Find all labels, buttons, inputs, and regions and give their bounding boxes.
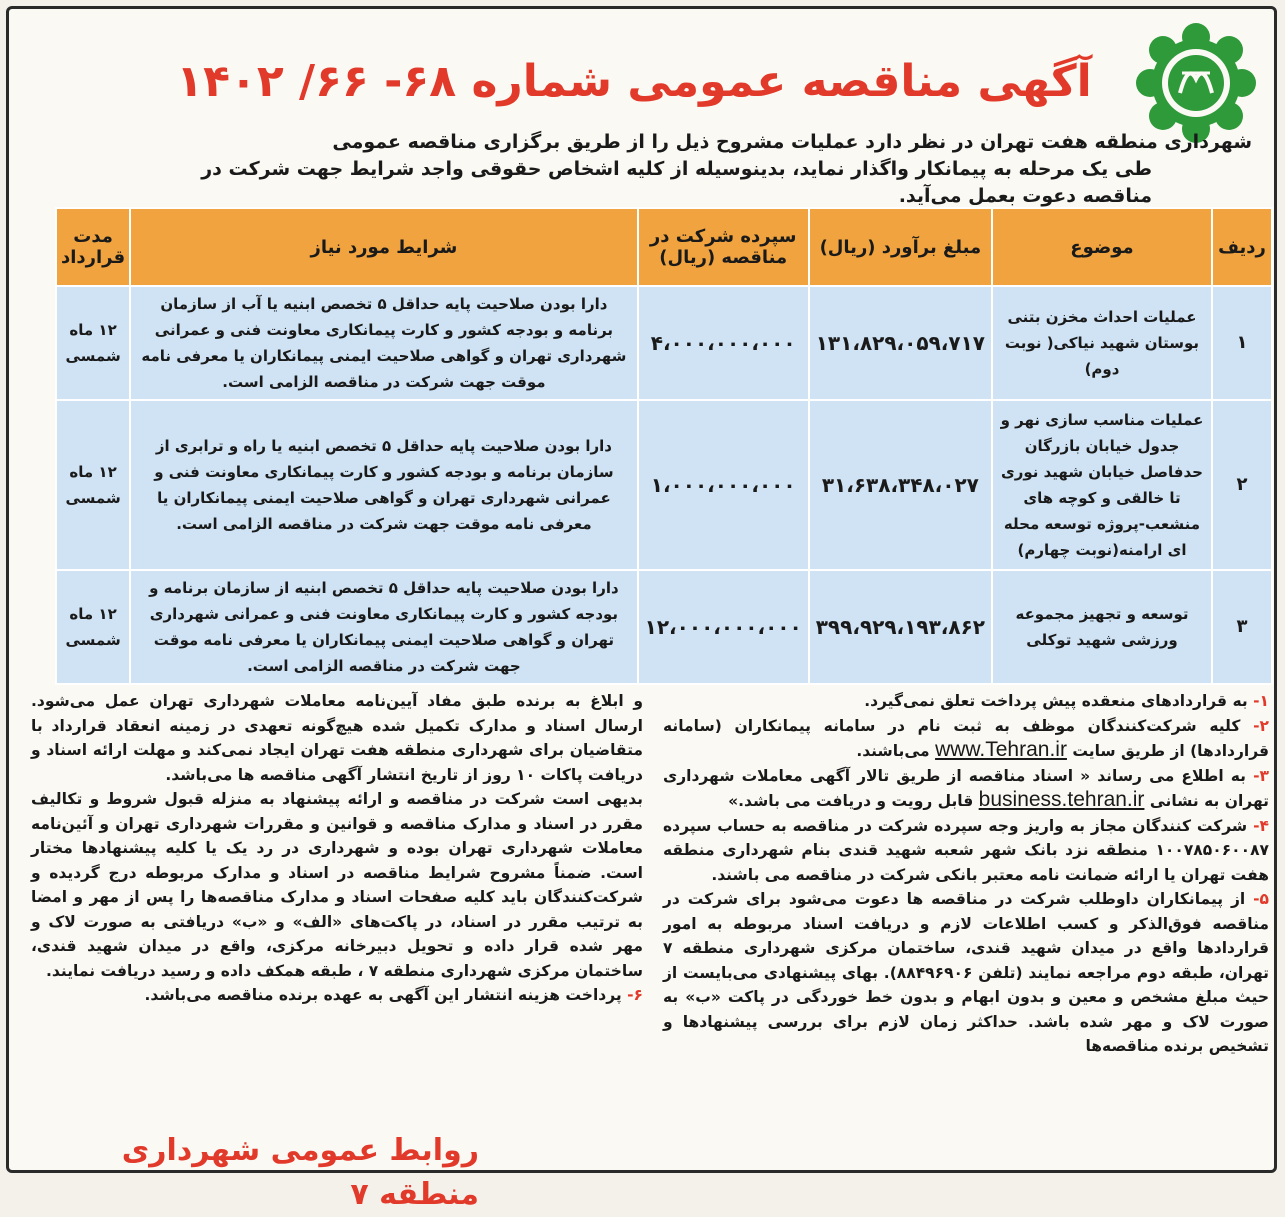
table-row bbox=[56, 286, 1272, 400]
row-conditions: دارا بودن صلاحیت پایه حداقل ۵ تخصص ابنیه یا راه و ترابری از سازمان برنامه و بودجه کشور و کارت پیمانکاری معاونت فنی و عمرانی شهرداری تهران و گواهی صلاحیت ایمنی پیمانکاران یا معرفی نامه موقت جهت شرکت در مناقصه الزامی است. bbox=[130, 400, 637, 570]
note-3 bbox=[663, 764, 1269, 814]
row-number: ۳ bbox=[1212, 570, 1272, 684]
header-deposit: سپرده شرکت در مناقصه (ریال) bbox=[638, 208, 809, 286]
note-2-text-end: می‌باشند. bbox=[856, 742, 936, 760]
header-duration: مدت قرارداد bbox=[56, 208, 130, 286]
row-deposit: ۱۲،۰۰۰،۰۰۰،۰۰۰ bbox=[638, 570, 809, 684]
note-6 bbox=[31, 983, 643, 1008]
row-subject: عملیات احداث مخزن بتنی بوستان شهید نیاکی( نوبت دوم) bbox=[992, 286, 1212, 400]
note-6-text: پرداخت هزینه انتشار این آگهی به عهده برنده مناقصه می‌باشد. bbox=[144, 986, 628, 1004]
phone-number: (تلفن ۸۸۴۹۶۹۰۶) bbox=[889, 963, 1023, 982]
note-5 bbox=[663, 887, 1269, 1059]
row-duration: ۱۲ ماه شمسی bbox=[56, 400, 130, 570]
header-row-number: ردیف bbox=[1212, 208, 1272, 286]
row-number: ۱ bbox=[1212, 286, 1272, 400]
intro-paragraph bbox=[162, 129, 1252, 210]
row-estimate: ۱۳۱،۸۲۹،۰۵۹،۷۱۷ bbox=[809, 286, 992, 400]
note-3-number: ۳- bbox=[1253, 766, 1269, 785]
row-duration: ۱۲ ماه شمسی bbox=[56, 570, 130, 684]
header-estimate: مبلغ برآورد (ریال) bbox=[809, 208, 992, 286]
note-3-text: به اطلاع می رساند « اسناد مناقصه از طریق تالار آگهی معاملات شهرداری تهران به نشانی bbox=[663, 766, 1269, 810]
notice-page bbox=[6, 6, 1277, 1212]
notes-section bbox=[31, 689, 1269, 1129]
note-1 bbox=[663, 689, 1269, 714]
note-3-text-end: قابل رویت و دریافت می باشد.» bbox=[728, 792, 979, 810]
note-5-continued: و ابلاغ به برنده طبق مفاد آیین‌نامه معاملات شهرداری تهران عمل می‌شود. ارسال اسناد و مدارک تکمیل شده هیچ‌گونه تعهدی در زمینه انعقاد قرارداد با متقاضیان برای شهرداری منطقه هفت تهران ایجاد نمی‌کند و مهلت ارائه اسناد و دریافت پاکات ۱۰ روز از تاریخ انتشار آگهی مناقصه ها می‌باشد. bbox=[31, 692, 643, 784]
row-number: ۲ bbox=[1212, 400, 1272, 570]
public-relations-signature: روابط عمومی شهرداری منطقه ۷ bbox=[121, 1133, 479, 1212]
row-conditions: دارا بودن صلاحیت پایه حداقل ۵ تخصص ابنیه از سازمان برنامه و بودجه کشور و کارت پیمانکاری معاونت فنی و عمرانی شهرداری تهران و گواهی صلاحیت ایمنی پیمانکاران یا معرفی نامه موقت جهت شرکت در مناقصه الزامی است. bbox=[130, 570, 637, 684]
note-1-text: به قراردادهای منعقده پیش پرداخت تعلق نمی‌گیرد. bbox=[864, 692, 1254, 710]
note-5-text-end: . بهای پیشنهادی می‌بایست از حیث مبلغ مشخص و معین و بدون ابهام و بدون خط خوردگی در پاکت «ب» به صورت لاک و مهر شده باشد. حداکثر زمان لازم برای بررسی پیشنهادها و تشخیص برنده مناقصه‌ها bbox=[663, 963, 1269, 1055]
row-duration: ۱۲ ماه شمسی bbox=[56, 286, 130, 400]
row-estimate: ۳۱،۶۳۸،۳۴۸،۰۲۷ bbox=[809, 400, 992, 570]
note-6-number: ۶- bbox=[627, 986, 643, 1004]
notes-column-left bbox=[31, 689, 643, 1008]
note-5-text: از پیمانکاران داوطلب شرکت در مناقصه ها دعوت می‌شود برای شرکت در مناقصه فوق‌الذکر و کسب اطلاعات لازم و دریافت اسناد مربوطه به امور قراردادها واقع در میدان شهید قندی، ساختمان مرکزی شهرداری منطقه ۷ تهران، طبقه دوم مراجعه نمایند bbox=[663, 890, 1270, 982]
header-conditions: شرایط مورد نیاز bbox=[130, 208, 637, 286]
note-2-text: کلیه شرکت‌کنندگان موظف به ثبت نام در سامانه پیمانکاران (سامانه قراردادها) از طریق سایت bbox=[663, 716, 1269, 760]
note-1-number: ۱- bbox=[1253, 692, 1269, 710]
table-row bbox=[56, 570, 1272, 684]
row-deposit: ۱،۰۰۰،۰۰۰،۰۰۰ bbox=[638, 400, 809, 570]
row-conditions: دارا بودن صلاحیت پایه حداقل ۵ تخصص ابنیه یا آب از سازمان برنامه و بودجه کشور و کارت پیمانکاری معاونت فنی و عمرانی شهرداری تهران و گواهی صلاحیت ایمنی پیمانکاران یا معرفی نامه موقت جهت شرکت در مناقصه الزامی است. bbox=[130, 286, 637, 400]
tender-table bbox=[55, 207, 1273, 685]
header-subject: موضوع bbox=[992, 208, 1212, 286]
business-site-link[interactable]: business.tehran.ir bbox=[978, 788, 1145, 811]
note-4 bbox=[663, 814, 1269, 888]
row-subject: توسعه و تجهیز مجموعه ورزشی شهید توکلی bbox=[992, 570, 1212, 684]
note-4-number: ۴- bbox=[1253, 816, 1269, 835]
note-4-text: شرکت کنندگان مجاز به واریز وجه سپرده شرکت در مناقصه به حساب سپرده ۱۰۰۷۸۵۰۶۰۰۸۷ منطقه نزد بانک شهر شعبه شهید قندی بنام شهرداری منطقه هفت تهران یا ارائه ضمانت نامه معتبر بانکی شرکت در مناقصه می باشند. bbox=[663, 816, 1269, 884]
tehran-site-link[interactable]: www.Tehran.ir bbox=[935, 738, 1067, 761]
notes-column-right bbox=[663, 689, 1269, 1059]
notice-title: آگهی مناقصه عمومی شماره ۶۸- ۶۶/ ۱۴۰۲ bbox=[176, 56, 1092, 107]
tehran-municipality-logo-icon bbox=[1136, 23, 1256, 143]
note-2-number: ۲- bbox=[1253, 716, 1269, 735]
row-subject: عملیات مناسب سازی نهر و جدول خیابان بازرگان حدفاصل خیابان شهید نوری تا خالقی و کوچه های منشعب-پروژه توسعه محله ای ارامنه(نوبت چهارم) bbox=[992, 400, 1212, 570]
note-2 bbox=[663, 714, 1269, 764]
table-row bbox=[56, 400, 1272, 570]
organization-name: شهرداری منطقه هفت تهران bbox=[980, 131, 1252, 153]
note-5-number: ۵- bbox=[1253, 890, 1269, 908]
general-conditions: بدیهی است شرکت در مناقصه و ارائه پیشنهاد به منزله قبول شروط و تکالیف مقرر در اسناد و مدارک مناقصه و قوانین و مقررات شهرداری تهران و آئین‌نامه معاملات شهرداری تهران بوده و شهرداری در رد یک یا کلیه پیشنهادها مختار است. ضمناً مشروح شرایط مناقصه در اسناد و مدارک مربوطه درج گردیده و شرکت‌کنندگان باید کلیه صفحات اسناد و مدارک مناقصه‌ها را پس از مهر و امضا به ترتیب مقرر در اسناد، در پاکت‌های «الف» و «ب» دریافتی به صورت لاک و مهر شده قرار داده و تحویل دبیرخانه مرکزی، واقع در میدان شهید قندی، ساختمان مرکزی شهرداری منطقه ۷ ، طبقه همکف داده و رسید دریافت نمایند. bbox=[31, 790, 643, 980]
intro-line-2: طی یک مرحله به پیمانکار واگذار نماید، بدینوسیله از کلیه اشخاص حقوقی واجد شرایط جهت شرکت در مناقصه دعوت بعمل می‌آید. bbox=[201, 158, 1152, 207]
row-estimate: ۳۹۹،۹۲۹،۱۹۳،۸۶۲ bbox=[809, 570, 992, 684]
intro-line-1: در نظر دارد عملیات مشروح ذیل را از طریق برگزاری مناقصه عمومی bbox=[332, 131, 981, 153]
row-deposit: ۴،۰۰۰،۰۰۰،۰۰۰ bbox=[638, 286, 809, 400]
